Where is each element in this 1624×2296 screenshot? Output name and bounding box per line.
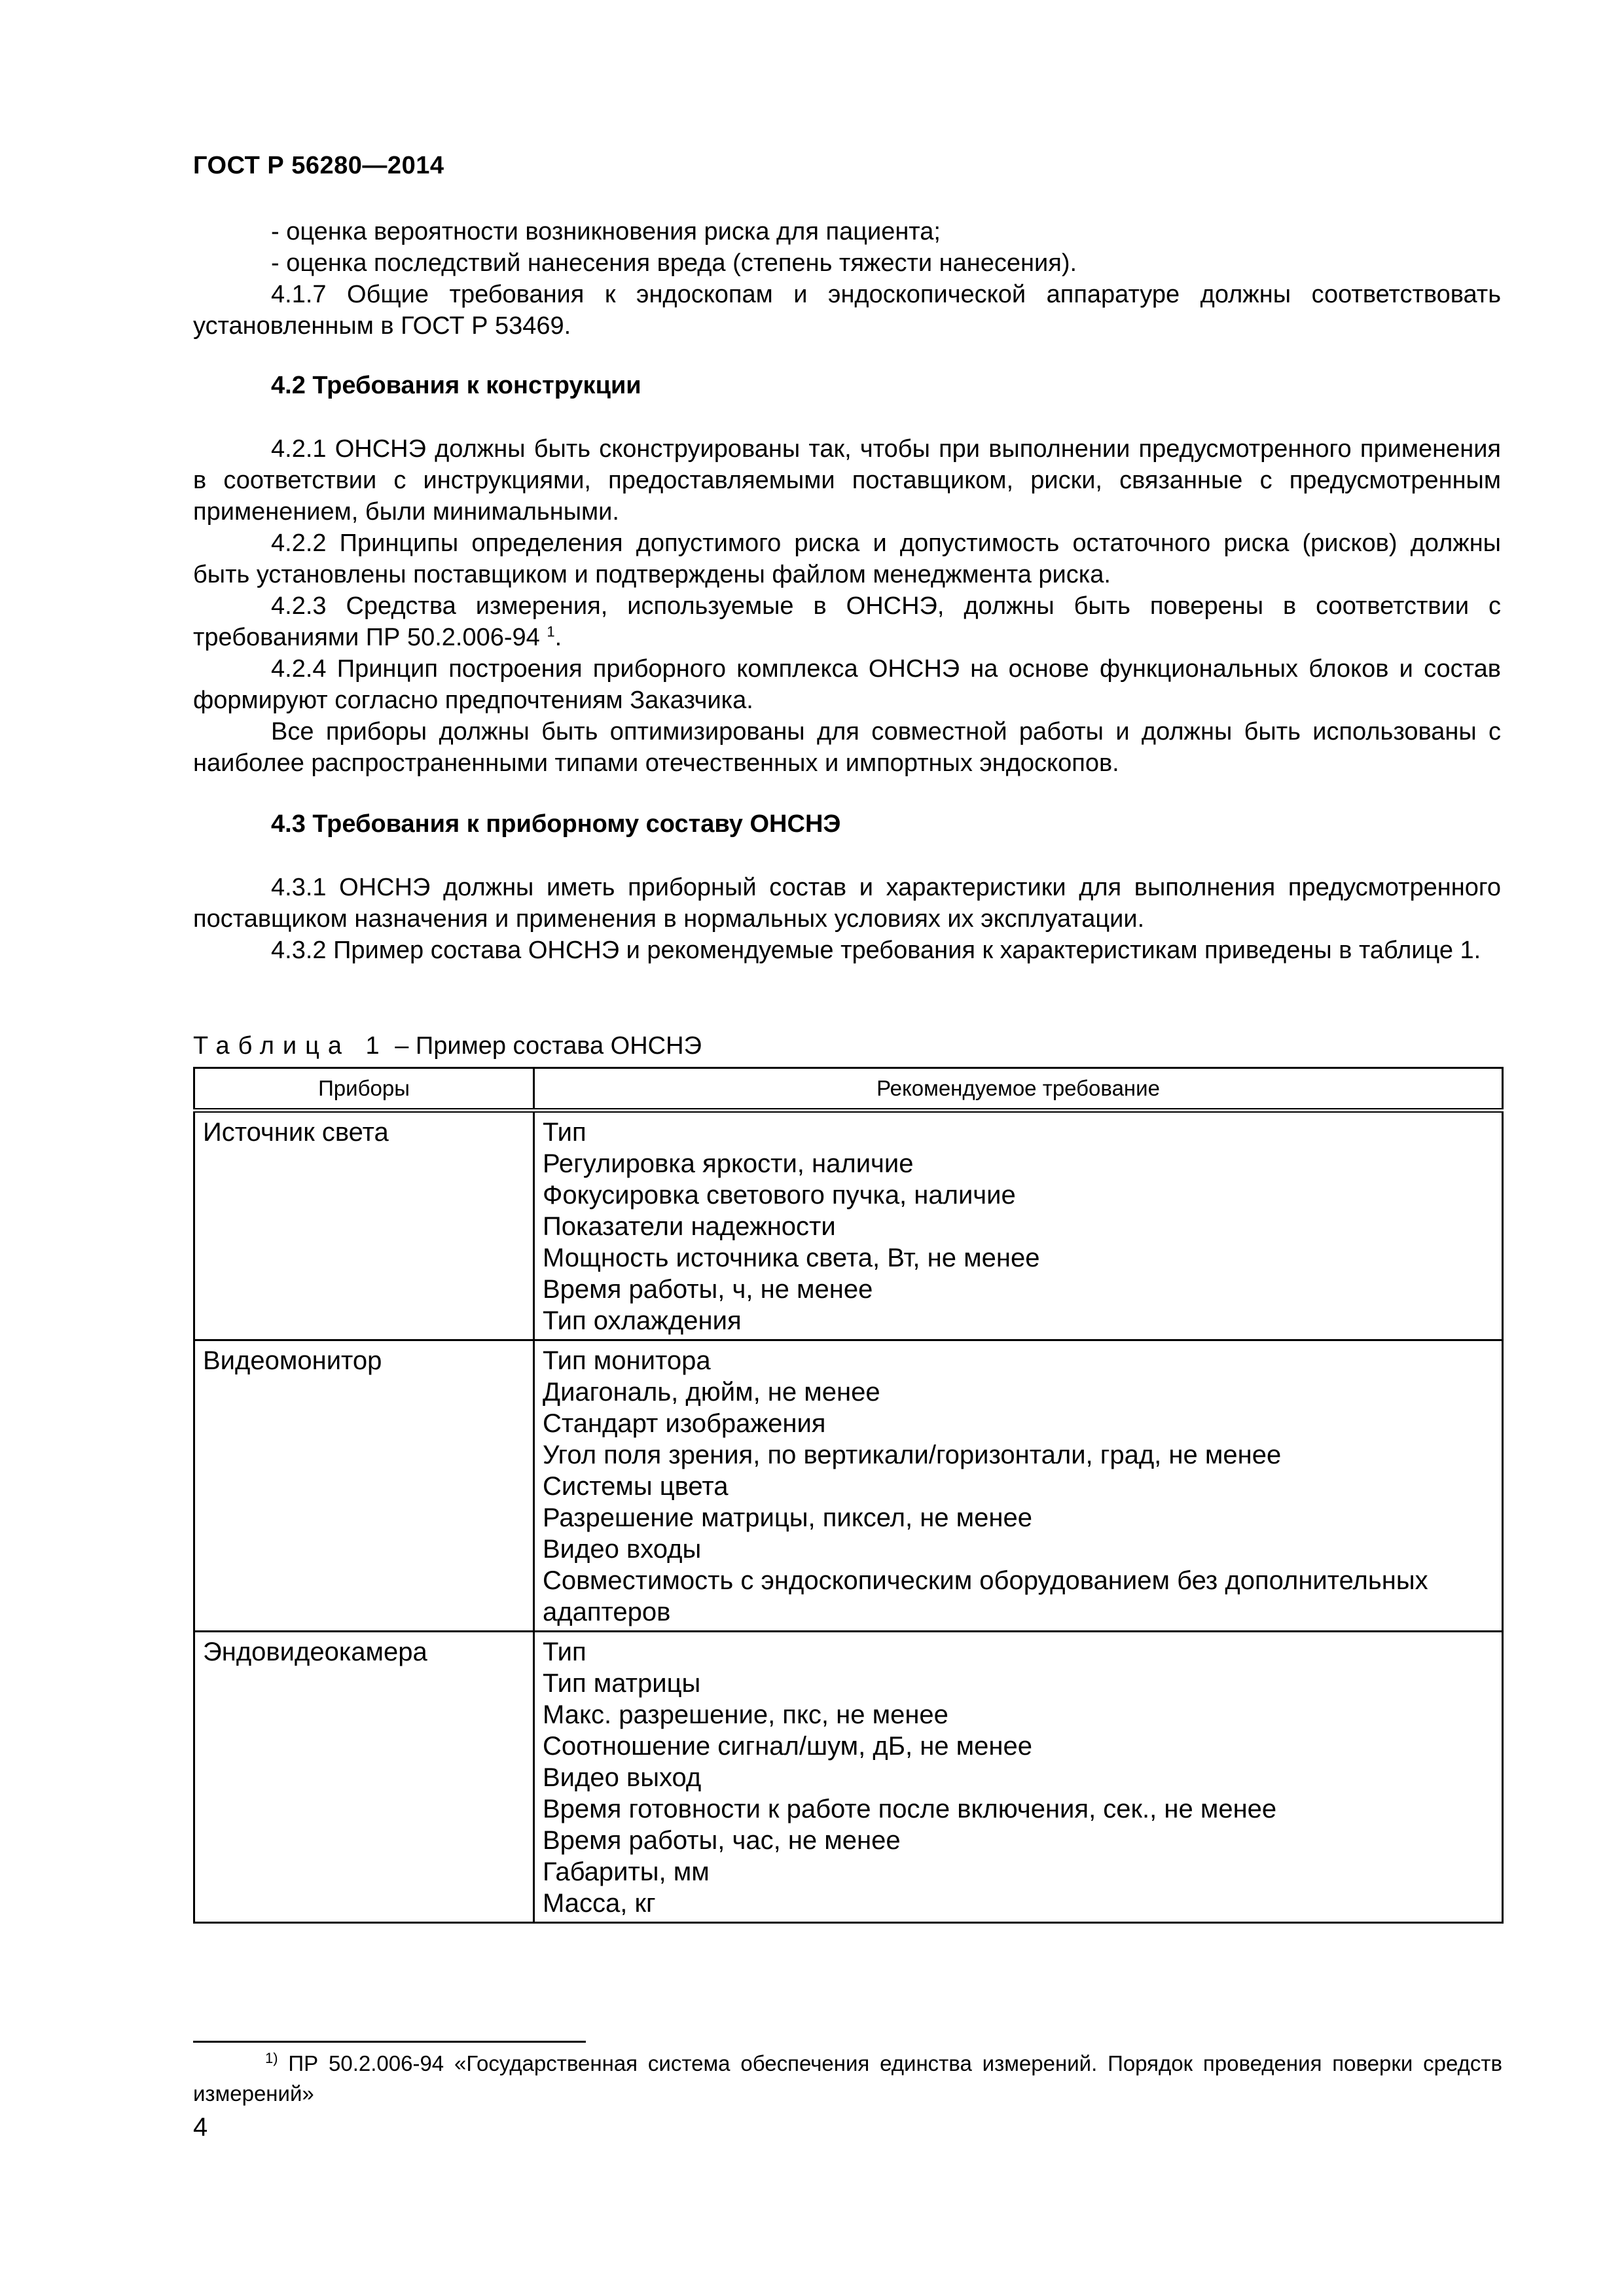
page-number: 4 (193, 2113, 208, 2142)
requirement-item: Тип охлаждения (543, 1306, 742, 1335)
section-4-3-paragraph-2: 4.3.2 Пример состава ОНСНЭ и рекомендуемые требования к характеристикам приведены в таблице 1. (271, 937, 1481, 964)
section-4-2-paragraph-1: 4.2.1 ОНСНЭ должны быть сконструированы так, чтобы при выполнении предусмотренного применения в соответствии с инструкциями, предоставляемыми поставщиком, риски, связанные с предусмотренным применением, были минимальными. (193, 435, 1501, 526)
section-4-2-paragraph-5: Все приборы должны быть оптимизированы для совместной работы и должны быть использованы с наиболее распространенными типами отечественных и импортных эндоскопов. (193, 718, 1501, 777)
requirement-item: Время готовности к работе после включения, сек., не менее (543, 1795, 1277, 1823)
requirement-item: Стандарт изображения (543, 1409, 826, 1438)
requirement-item: Тип (543, 1638, 586, 1666)
requirement-item: Системы цвета (543, 1472, 729, 1501)
section-4-2-title: 4.2 Требования к конструкции (271, 372, 641, 399)
table-row (194, 1632, 1503, 1923)
device-cell: Видеомонитор (194, 1340, 534, 1632)
requirement-item: Тип монитора (543, 1346, 711, 1375)
column-header-requirements: Рекомендуемое требование (534, 1068, 1503, 1111)
requirement-item: Фокусировка светового пучка, наличие (543, 1181, 1016, 1210)
requirement-item: Угол поля зрения, по вертикали/горизонтали, град, не менее (543, 1441, 1282, 1469)
requirement-item: Тип матрицы (543, 1669, 701, 1698)
device-cell: Источник света (194, 1111, 534, 1340)
requirement-item: Габариты, мм (543, 1857, 710, 1886)
document-header-code: ГОСТ Р 56280—2014 (193, 152, 444, 179)
requirement-item: Соотношение сигнал/шум, дБ, не менее (543, 1732, 1032, 1761)
requirement-item: Показатели надежности (543, 1212, 836, 1241)
footnote-divider (193, 2041, 586, 2043)
table-caption-text: – Пример состава ОНСНЭ (388, 1032, 702, 1060)
section-4-2-paragraph-2: 4.2.2 Принципы определения допустимого риска и допустимость остаточного риска (рисков) должны быть установлены поставщиком и подтверждены файлом менеджмента риска. (193, 529, 1501, 588)
footnote-reference: 1 (547, 623, 555, 640)
intro-paragraph-2: - оценка последствий нанесения вреда (степень тяжести нанесения). (271, 249, 1077, 277)
section-4-2-paragraph-3-end: . (554, 624, 562, 651)
requirement-item: Мощность источника света, Вт, не менее (543, 1244, 1040, 1272)
requirement-item: Совместимость с эндоскопическим оборудованием без дополнительных адаптеров (543, 1566, 1428, 1626)
requirement-item: Макс. разрешение, пкс, не менее (543, 1700, 948, 1729)
requirement-item: Время работы, ч, не менее (543, 1275, 873, 1304)
requirements-cell (534, 1632, 1503, 1923)
equipment-table (193, 1067, 1504, 1924)
footnote-text: ПР 50.2.006-94 «Государственная система обеспечения единства измерений. Порядок проведения поверки средств измерений» (193, 2051, 1502, 2106)
requirements-cell (534, 1340, 1503, 1632)
footnote-marker: 1) (265, 2050, 278, 2066)
section-4-3-block (193, 872, 1501, 966)
footnote (193, 2049, 1502, 2109)
table-caption (193, 1032, 702, 1060)
requirement-item: Масса, кг (543, 1889, 656, 1918)
intro-block (193, 216, 1501, 342)
requirement-item: Тип (543, 1118, 586, 1147)
requirement-item: Видео выход (543, 1763, 702, 1792)
section-4-2-paragraph-3 (193, 590, 1501, 653)
column-header-devices: Приборы (194, 1068, 534, 1111)
section-4-2-paragraph-4: 4.2.4 Принцип построения приборного комплекса ОНСНЭ на основе функциональных блоков и состав формируют согласно предпочтениям Заказчика. (193, 655, 1501, 714)
requirements-cell (534, 1111, 1503, 1340)
section-4-2-block (193, 433, 1501, 779)
requirement-item: Видео входы (543, 1535, 702, 1564)
intro-paragraph-1: - оценка вероятности возникновения риска для пациента; (271, 218, 941, 245)
requirement-item: Диагональ, дюйм, не менее (543, 1378, 880, 1407)
table-caption-label: Таблица 1 (193, 1032, 388, 1060)
table-header-row (194, 1068, 1503, 1111)
table-row (194, 1111, 1503, 1340)
requirement-item: Регулировка яркости, наличие (543, 1149, 914, 1178)
table-row (194, 1340, 1503, 1632)
device-cell: Эндовидеокамера (194, 1632, 534, 1923)
requirement-item: Время работы, час, не менее (543, 1826, 901, 1855)
intro-paragraph-3: 4.1.7 Общие требования к эндоскопам и эндоскопической аппаратуре должны соответствовать установленным в ГОСТ Р 53469. (193, 281, 1501, 340)
section-4-2-paragraph-3-text: 4.2.3 Средства измерения, используемые в ОНСНЭ, должны быть поверены в соответствии с требованиями ПР 50.2.006-94 (193, 592, 1501, 651)
requirement-item: Разрешение матрицы, пиксел, не менее (543, 1503, 1032, 1532)
section-4-3-paragraph-1: 4.3.1 ОНСНЭ должны иметь приборный состав и характеристики для выполнения предусмотренного поставщиком назначения и применения в нормальных условиях их эксплуатации. (193, 874, 1501, 933)
section-4-3-title: 4.3 Требования к приборному составу ОНСНЭ (271, 810, 841, 838)
